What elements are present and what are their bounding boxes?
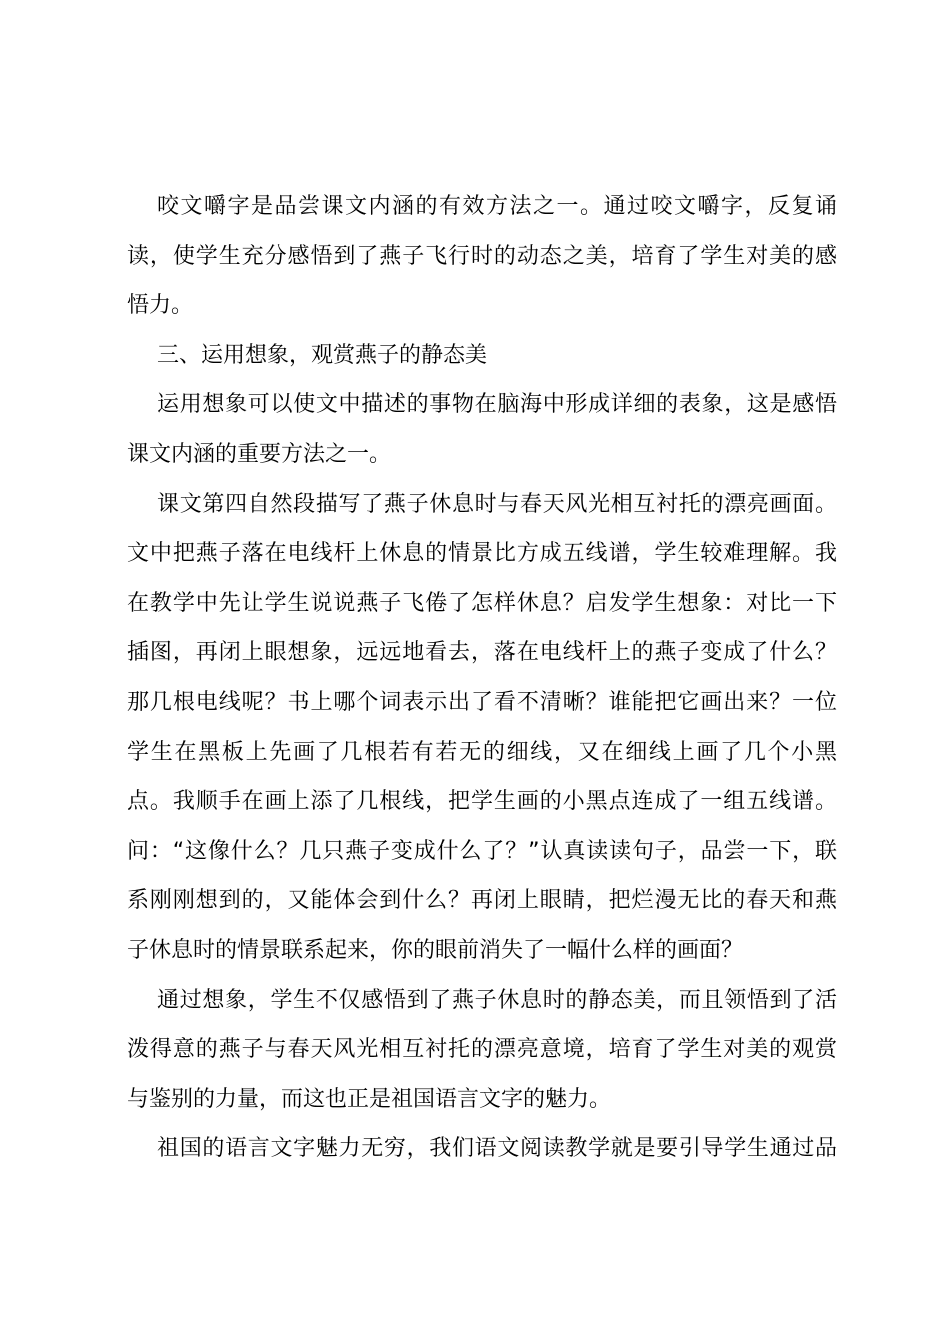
text-line-11: 那几根电线呢？书上哪个词表示出了看不清晰？谁能把它画出来？一位 [127,689,837,715]
section-heading: 三、运用想象，观赏燕子的静态美 [157,342,488,368]
text-line-17: 通过想象，学生不仅感悟到了燕子休息时的静态美，而且领悟到了活 [157,987,837,1013]
body-text [127,182,837,1174]
text-line-3: 悟力。 [127,293,194,319]
text-line-10: 插图，再闭上眼想象，远远地看去，落在电线杆上的燕子变成了什么？ [127,640,837,666]
text-line-18: 泼得意的燕子与春天风光相互衬托的漂亮意境，培育了学生对美的观赏 [127,1037,837,1063]
text-line-19: 与鉴别的力量，而这也正是祖国语言文字的魅力。 [127,1086,612,1112]
text-line-20: 祖国的语言文字魅力无穷，我们语文阅读教学就是要引导学生通过品 [157,1136,837,1162]
text-line-9: 在教学中先让学生说说燕子飞倦了怎样休息？启发学生想象：对比一下 [127,590,837,616]
text-line-6: 课文内涵的重要方法之一。 [127,441,392,467]
text-line-7: 课文第四自然段描写了燕子休息时与春天风光相互衬托的漂亮画面。 [157,491,837,517]
text-line-15: 系刚刚想到的，又能体会到什么？再闭上眼睛，把烂漫无比的春天和燕 [127,888,837,914]
text-line-14: 问：“这像什么？几只燕子变成什么了？”认真读读句子，品尝一下，联 [127,838,837,864]
text-line-13: 点。我顺手在画上添了几根线，把学生画的小黑点连成了一组五线谱。 [127,789,837,815]
text-line-16: 子休息时的情景联系起来，你的眼前消失了一幅什么样的画面？ [127,937,744,963]
text-line-8: 文中把燕子落在电线杆上休息的情景比方成五线谱，学生较难理解。我 [127,541,837,567]
text-line-5: 运用想象可以使文中描述的事物在脑海中形成详细的表象，这是感悟 [157,392,837,418]
text-line-2: 读，使学生充分感悟到了燕子飞行时的动态之美，培育了学生对美的感 [127,243,837,269]
text-line-1: 咬文嚼字是品尝课文内涵的有效方法之一。通过咬文嚼字，反复诵 [157,194,837,219]
text-line-12: 学生在黑板上先画了几根若有若无的细线，又在细线上画了几个小黑 [127,739,837,765]
